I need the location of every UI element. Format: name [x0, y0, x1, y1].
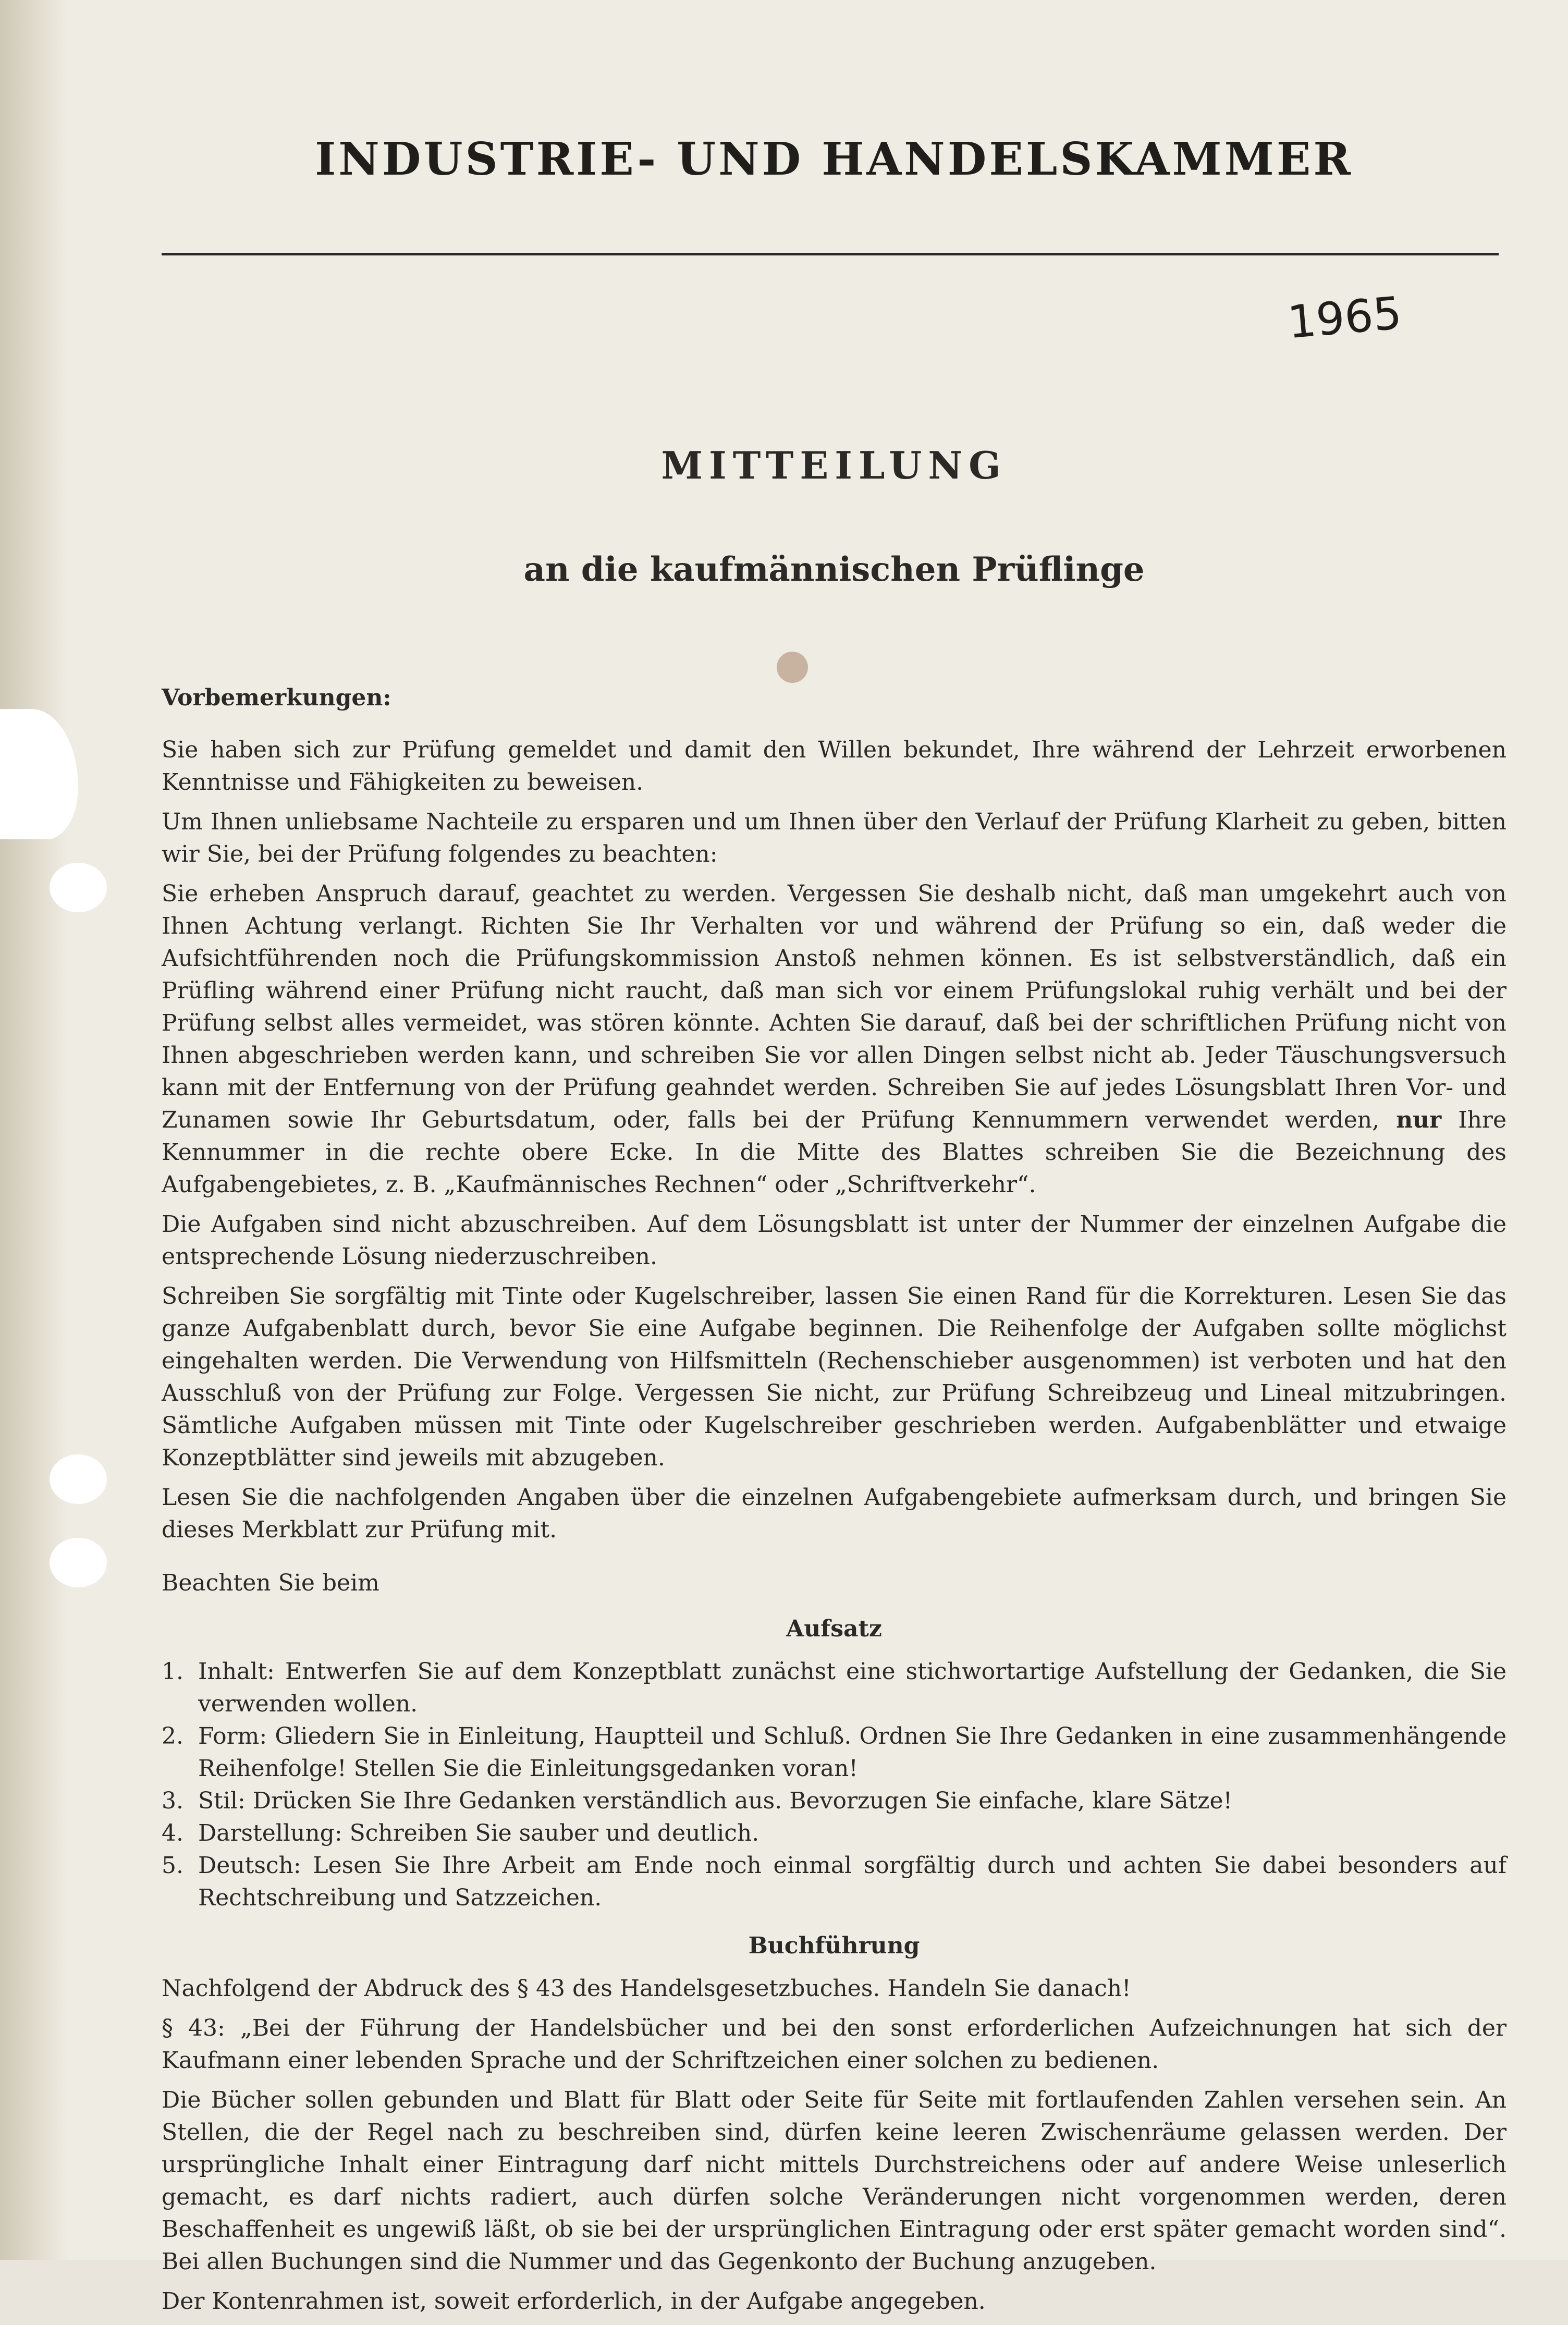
paper-edge-shadow — [0, 0, 68, 2260]
punch-hole — [50, 1454, 107, 1504]
paragraph: Lesen Sie die nachfolgenden Angaben über die einzelnen Aufgabengebiete aufmerksam durch, und bringen Sie dieses Merkblatt zur Prüfung mit. — [162, 1484, 1506, 1543]
list-item — [162, 1656, 1506, 1720]
paragraph: Sie haben sich zur Prüfung gemeldet und damit den Willen bekundet, Ihre während der Lehrzeit erworbenen Kenntnisse und Fähigkeiten zu beweisen. — [162, 737, 1506, 796]
list-number: 2. — [162, 1723, 183, 1749]
paragraph: § 43: „Bei der Führung der Handelsbücher und bei den sonst erforderlichen Aufzeichnungen hat sich der Kaufmann einer lebenden Sprache und der Schriftzeichen einer solchen zu bedienen. — [162, 2015, 1506, 2074]
organization-header: INDUSTRIE- UND HANDELSKAMMER — [315, 133, 1353, 186]
paragraph: Nachfolgend der Abdruck des § 43 des Handelsgesetzbuches. Handeln Sie danach! — [162, 1975, 1131, 2002]
list-item — [162, 1785, 1506, 1817]
list-number: 5. — [162, 1852, 183, 1879]
handwritten-year: 1965 — [1285, 287, 1404, 349]
paragraph: Schreiben Sie sorgfältig mit Tinte oder Kugelschreiber, lassen Sie einen Rand für die Korrekturen. Lesen Sie das ganze Aufgabenblatt durch, bevor Sie eine Aufgabe beginnen. Die Reihenfolge der Aufgaben sollte möglichst eingehalten werden. Die Verwendung von Hilfsmitteln (Rechenschieber ausgenommen) ist verboten und hat den Ausschluß von der Prüfung zur Folge. Vergessen Sie nicht, zur Prüfung Schreibzeug und Lineal mitzubringen. Sämtliche Aufgaben müssen mit Tinte oder Kugelschreiber geschrieben werden. Aufgabenblätter und etwaige Konzeptblätter sind jeweils mit abzugeben. — [162, 1283, 1506, 1471]
list-item — [162, 1720, 1506, 1785]
paragraph: Die Bücher sollen gebunden und Blatt für Blatt oder Seite für Seite mit fortlaufenden Zahlen versehen sein. An Stellen, die der Regel nach zu beschreiben sind, dürfen keine leeren Zwischenräume gelassen werden. Der ursprüngliche Inhalt einer Eintragung darf nicht mittels Durchstreichens oder auf andere Weise unleserlich gemacht, es darf nichts radiert, auch dürfen solche Veränderungen nicht vorgenommen werden, deren Beschaffenheit es ungewiß läßt, ob sie bei der ursprünglichen Eintragung oder erst später gemacht worden sind“. Bei allen Buchungen sind die Nummer und das Gegenkonto der Buchung anzugeben. — [162, 2087, 1506, 2275]
list-number: 1. — [162, 1658, 183, 1685]
list-item — [162, 1817, 1506, 1850]
paragraph: Der Kontenrahmen ist, soweit erforderlich, in der Aufgabe angegeben. — [162, 2288, 986, 2315]
list-item — [162, 1850, 1506, 1914]
list-number: 4. — [162, 1820, 183, 1846]
document-subtitle: an die kaufmännischen Prüflinge — [523, 550, 1145, 589]
paragraph-conduct — [162, 878, 1506, 1201]
list-item-text: Deutsch: Lesen Sie Ihre Arbeit am Ende noch einmal sorgfältig durch und achten Sie dabei besonders auf Rechtschreibung und Satzzeichen. — [198, 1852, 1506, 1911]
document-body — [162, 682, 1506, 2325]
emphasis-nur: nur — [1396, 1107, 1442, 1133]
list-number: 3. — [162, 1788, 183, 1814]
header-rule — [162, 253, 1499, 255]
punch-hole — [50, 1538, 107, 1587]
paragraph: Die Aufgaben sind nicht abzuschreiben. Auf dem Lösungsblatt ist unter der Nummer der einzelnen Aufgabe die entsprechende Lösung niederzuschreiben. — [162, 1211, 1506, 1270]
section-label-vorbemerkungen: Vorbemerkungen: — [162, 684, 391, 711]
section-heading-aufsatz: Aufsatz — [786, 1616, 882, 1642]
section-heading-buchfuehrung: Buchführung — [748, 1932, 920, 1959]
paragraph: Um Ihnen unliebsame Nachteile zu ersparen und um Ihnen über den Verlauf der Prüfung Klarheit zu geben, bitten wir Sie, bei der Prüfung folgendes zu beachten: — [162, 809, 1506, 867]
punch-hole — [50, 863, 107, 912]
list-item-text: Darstellung: Schreiben Sie sauber und deutlich. — [198, 1820, 760, 1846]
paper-stain — [777, 652, 808, 683]
paragraph-text: Ihre Kennummer in die rechte obere Ecke. In die Mitte des Blattes schreiben Sie die Bezeichnung des Aufgabengebietes, z. B. „Kaufmännisches Rechnen“ oder „Schriftverkehr“. — [162, 1107, 1506, 1198]
paragraph-text: Sie erheben Anspruch darauf, geachtet zu werden. Vergessen Sie deshalb nicht, daß man umgekehrt auch von Ihnen Achtung verlangt. Richten Sie Ihr Verhalten vor und während der Prüfung so ein, daß weder die Aufsichtführenden noch die Prüfungskommission Anstoß nehmen können. Es ist selbstverständlich, daß ein Prüfling während einer Prüfung nicht raucht, daß man sich vor einem Prüfungslokal ruhig verhält und bei der Prüfung selbst alles vermeidet, was stören könnte. Achten Sie darauf, daß bei der schriftlichen Prüfung nicht von Ihnen abgeschrieben werden kann, und schreiben Sie vor allen Dingen selbst nicht ab. Jeder Täuschungsversuch kann mit der Entfernung von der Prüfung geahndet werden. Schreiben Sie auf jedes Lösungsblatt Ihren Vor- und Zunamen sowie Ihr Geburtsdatum, oder, falls bei der Prüfung Kennummern verwendet werden, — [162, 880, 1506, 1133]
list-item-text: Form: Gliedern Sie in Einleitung, Hauptteil und Schluß. Ordnen Sie Ihre Gedanken in eine zusammenhängende Reihenfolge! Stellen Sie die Einleitungsgedanken voran! — [198, 1723, 1506, 1782]
list-item-text: Stil: Drücken Sie Ihre Gedanken verständlich aus. Bevorzugen Sie einfache, klare Sätze! — [198, 1788, 1233, 1814]
aufsatz-list — [162, 1656, 1506, 1914]
document-title: MITTEILUNG — [661, 443, 1007, 487]
list-item-text: Inhalt: Entwerfen Sie auf dem Konzeptblatt zunächst eine stichwortartige Aufstellung der Gedanken, die Sie verwenden wollen. — [198, 1658, 1506, 1717]
lead-text: Beachten Sie beim — [162, 1570, 379, 1596]
